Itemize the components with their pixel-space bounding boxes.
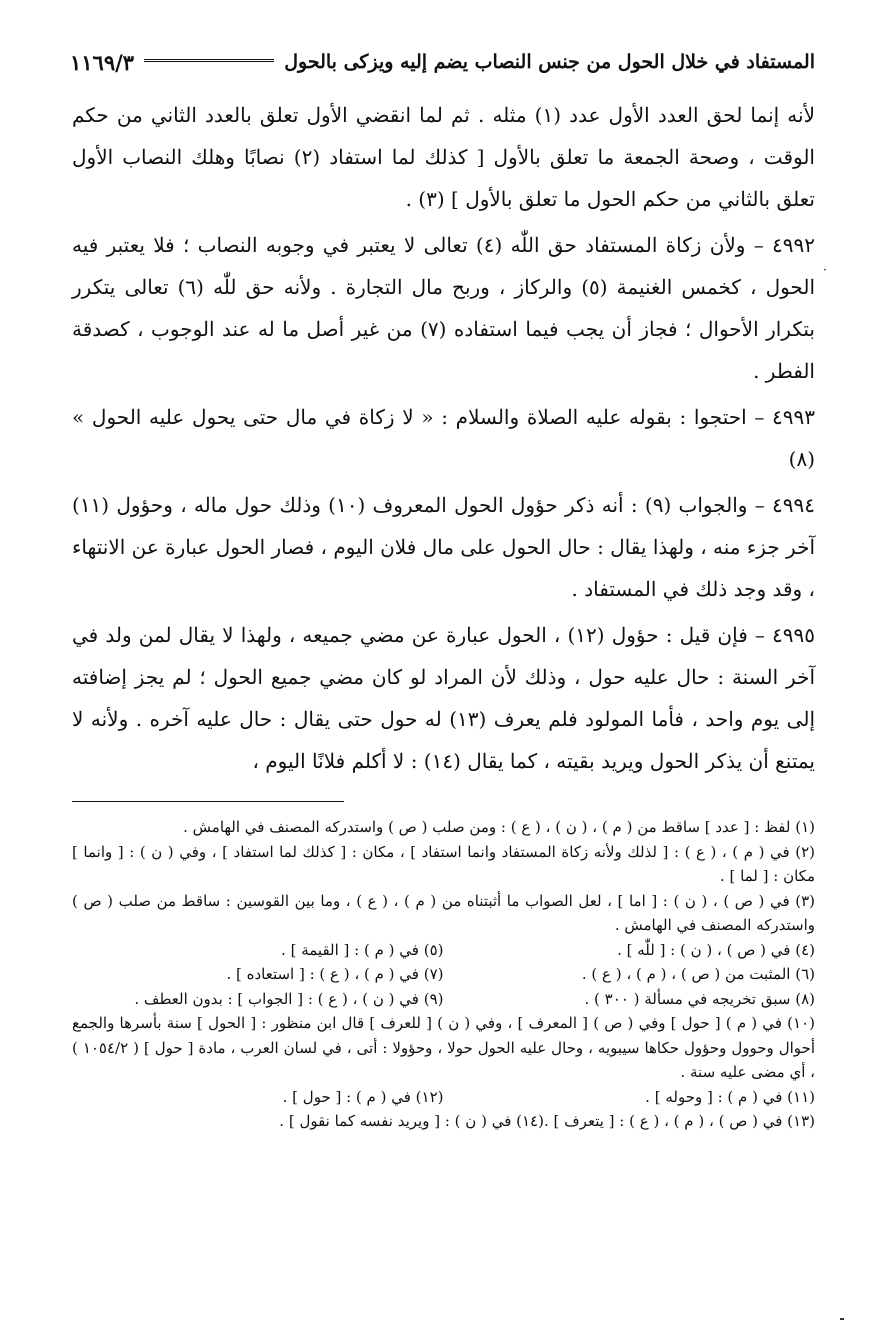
corner-mark [840, 1318, 844, 1320]
paragraph-4995: ٤٩٩٥ – فإن قيل : حؤول (١٢) ، الحول عبارة عن مضي جميعه ، ولهذا لا يقال لمن ولد في آخر السنة : حال عليه حول ، وذلك لأن المراد لو كان مضي جميع الحول ؛ لم يجز إضافته إلى يوم واحد ، فأما المولود فلم يعرف (١٣) له حول حتى يقال : حال عليه آخره . ولأنه لا يمتنع أن يذكر الحول ويريد بقيته ، كما يقال (١٤) : لا أكلم فلانًا اليوم ، [72, 623, 815, 773]
page-header [70, 44, 815, 80]
footnote-6: (٦) المثبت من ( ص ) ، ( م ) ، ( ع ) . [581, 965, 815, 983]
footnote-7: (٧) في ( م ) ، ( ع ) : [ استعاده ] . [226, 965, 444, 983]
footnote-row-4-5 [72, 938, 815, 963]
footnote-4: (٤) في ( ص ) ، ( ن ) : [ للّٰه ] . [617, 940, 815, 959]
paragraph-4992: ٤٩٩٢ – ولأن زكاة المستفاد حق اللّٰه (٤) تعالى لا يعتبر في وجوبه النصاب ؛ فلا يعتبر فيه الحول ، كخمس الغنيمة (٥) والركاز ، وربح مال التجارة . ولأنه حق للّٰه (٦) تعالى يتكرر بتكرار الأحوال ؛ فجاز أن يجب فيما استفاده (٧) من غير أصل ما له عند الوجوب ، كصدقة الفطر . [72, 233, 815, 383]
footnote-row-11-12 [72, 1085, 815, 1110]
running-title: المستفاد في خلال الحول من جنس النصاب يضم إليه ويزكى بالحول [284, 51, 815, 73]
footnote-10: (١٠) في ( م ) [ حول ] وفي ( ص ) [ المعرف ] ، وفي ( ن ) [ للعرف ] قال ابن منظور : [ الحول ] سنة بأسرها والجمع أحوال وحوول وحؤول حكاها سيبويه ، وحال عليه الحول حولا ، وحؤولا : أتى ، في لسان العرب ، مادة [ حول ] ( ١٠٥٤/٢ ) ، أي مضى عليه سنة . [72, 1014, 815, 1081]
paragraph-continuation: لأنه إنما لحق العدد الأول عدد (١) مثله . ثم لما انقضي الأول تعلق بالعدد الثاني من حكم الوقت ، وصحة الجمعة ما تعلق بالأول [ كذلك لما استفاد (٢) نصابًا وهلك النصاب الأول تعلق بالثاني من حكم الحول ما تعلق بالأول ] (٣) . [72, 103, 815, 211]
header-rule [144, 59, 274, 66]
footnote-11: (١١) في ( م ) : [ وحوله ] . [645, 1087, 815, 1106]
footnotes [72, 815, 815, 1134]
footnote-1: (١) لفظ : [ عدد ] ساقط من ( م ) ، ( ن ) ، ( ع ) : ومن صلب ( ص ) واستدركه المصنف في الهامش . [183, 818, 815, 836]
paragraph-4993: ٤٩٩٣ – احتجوا : بقوله عليه الصلاة والسلام : « لا زكاة في مال حتى يحول عليه الحول » (٨) [72, 405, 815, 471]
footnote-row-6-7 [72, 962, 815, 987]
footnote-12: (١٢) في ( م ) : [ حول ] . [282, 1087, 444, 1106]
page-number: ١١٦٩/٣ [70, 49, 135, 75]
margin-mark: · [823, 263, 827, 277]
footnote-separator [72, 801, 344, 802]
footnote-3: (٣) في ( ص ) ، ( ن ) : [ اما ] ، لعل الصواب ما أثبتناه من ( م ) ، ( ع ) ، وما بين القوسين : ساقط من صلب ( ص ) واستدركه المصنف في الهامش . [72, 891, 815, 934]
footnote-13-14: (١٣) في ( ص ) ، ( م ) ، ( ع ) : [ يتعرف ] .(١٤) في ( ن ) : [ ويريد نفسه كما نقول ] . [279, 1112, 815, 1130]
footnote-8: (٨) سبق تخريجه في مسألة ( ٣٠٠ ) . [584, 989, 815, 1008]
footnote-9: (٩) في ( ن ) ، ( ع ) : [ الجواب ] : بدون العطف . [134, 989, 444, 1008]
footnote-5: (٥) في ( م ) : [ القيمة ] . [281, 940, 444, 959]
footnote-2: (٢) في ( م ) ، ( ع ) : [ لذلك ولأنه زكاة المستفاد وانما استفاد ] ، مكان : [ كذلك لما استفاد ] ، وفي ( ن ) : [ وانما ] مكان : [ لما ] . [72, 842, 815, 885]
main-text [72, 94, 815, 786]
paragraph-4994: ٤٩٩٤ – والجواب (٩) : أنه ذكر حؤول الحول المعروف (١٠) وذلك حول ماله ، وحؤول (١١) آخر جزء منه ، ولهذا يقال : حال الحول على مال فلان اليوم ، فصار الحول عبارة عن الانتهاء ، وقد وجد ذلك في المستفاد . [72, 493, 815, 601]
footnote-row-8-9 [72, 987, 815, 1012]
